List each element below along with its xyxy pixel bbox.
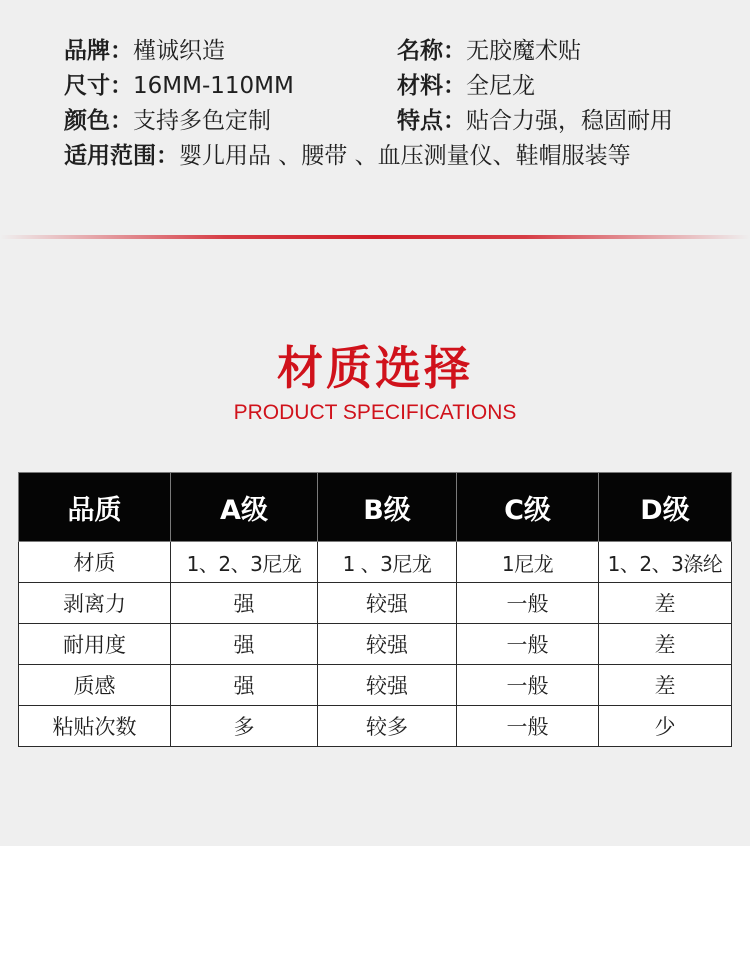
table-cell: 较强 bbox=[318, 583, 457, 624]
table-cell: 差 bbox=[599, 624, 732, 665]
table-cell: 较强 bbox=[318, 665, 457, 706]
table-row bbox=[19, 583, 732, 624]
spec-feature-value: 贴合力强，稳固耐用 bbox=[466, 108, 673, 134]
table-row bbox=[19, 624, 732, 665]
spec-size bbox=[64, 69, 294, 103]
spec-usage-key: 适用范围： bbox=[64, 143, 179, 169]
spec-name bbox=[397, 34, 581, 68]
grade-comparison-table bbox=[18, 472, 732, 747]
table-cell: 强 bbox=[171, 665, 318, 706]
table-cell: 1尼龙 bbox=[457, 542, 599, 583]
section-title: 材质选择 bbox=[277, 341, 473, 395]
table-row bbox=[19, 542, 732, 583]
table-cell: 1、2、3尼龙 bbox=[171, 542, 318, 583]
table-cell: 较多 bbox=[318, 706, 457, 747]
table-cell: 一般 bbox=[457, 665, 599, 706]
header-quality: 品质 bbox=[19, 473, 171, 542]
spec-material-key: 材料： bbox=[397, 73, 466, 99]
header-grade-c: C级 bbox=[457, 473, 599, 542]
table-cell: 一般 bbox=[457, 706, 599, 747]
table-cell: 强 bbox=[171, 624, 318, 665]
header-grade-a: A级 bbox=[171, 473, 318, 542]
table-header-row bbox=[19, 473, 732, 542]
spec-name-value: 无胶魔术贴 bbox=[466, 38, 581, 64]
table-row bbox=[19, 665, 732, 706]
table-cell: 一般 bbox=[457, 624, 599, 665]
spec-feature-key: 特点： bbox=[397, 108, 466, 134]
spec-material-value: 全尼龙 bbox=[466, 73, 535, 99]
header-grade-b: B级 bbox=[318, 473, 457, 542]
spec-color bbox=[64, 104, 271, 138]
table-cell: 差 bbox=[599, 665, 732, 706]
table-cell: 强 bbox=[171, 583, 318, 624]
spec-material bbox=[397, 69, 535, 103]
table-cell: 少 bbox=[599, 706, 732, 747]
table-cell: 差 bbox=[599, 583, 732, 624]
table-row bbox=[19, 706, 732, 747]
spec-name-key: 名称： bbox=[397, 38, 466, 64]
header-grade-d: D级 bbox=[599, 473, 732, 542]
spec-feature bbox=[397, 104, 673, 138]
spec-brand-value: 槿诚织造 bbox=[133, 38, 225, 64]
spec-color-key: 颜色： bbox=[64, 108, 133, 134]
table-cell: 一般 bbox=[457, 583, 599, 624]
row-label: 粘贴次数 bbox=[19, 706, 171, 747]
section-subtitle: PRODUCT SPECIFICATIONS bbox=[233, 401, 517, 424]
spec-brand-key: 品牌： bbox=[64, 38, 133, 64]
row-label: 质感 bbox=[19, 665, 171, 706]
table-cell: 较强 bbox=[318, 624, 457, 665]
row-label: 剥离力 bbox=[19, 583, 171, 624]
spec-size-key: 尺寸： bbox=[64, 73, 133, 99]
table-cell: 多 bbox=[171, 706, 318, 747]
spec-usage-value: 婴儿用品 、腰带 、血压测量仪、鞋帽服装等 bbox=[179, 143, 631, 169]
table-cell: 1、2、3涤纶 bbox=[599, 542, 732, 583]
spec-size-value: 16MM-110MM bbox=[133, 73, 294, 99]
table-cell: 1 、3尼龙 bbox=[318, 542, 457, 583]
spec-usage bbox=[64, 139, 631, 173]
row-label: 材质 bbox=[19, 542, 171, 583]
red-divider-line bbox=[0, 235, 750, 239]
spec-brand bbox=[64, 34, 225, 68]
spec-color-value: 支持多色定制 bbox=[133, 108, 271, 134]
row-label: 耐用度 bbox=[19, 624, 171, 665]
